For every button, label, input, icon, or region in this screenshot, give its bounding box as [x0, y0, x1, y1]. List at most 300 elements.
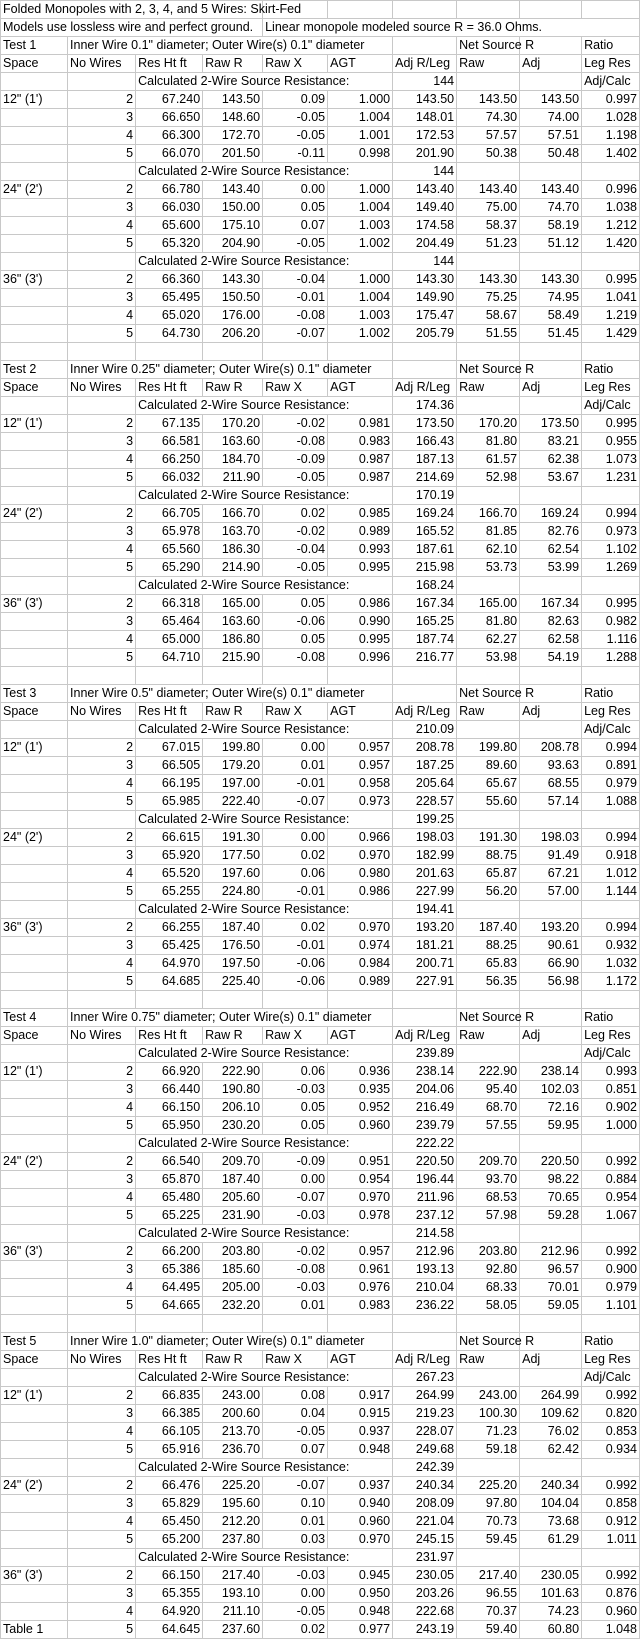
table-cell: 0.976	[328, 1279, 393, 1297]
column-header: Adj R/Leg	[393, 1027, 457, 1045]
table-cell: 165.25	[393, 613, 457, 631]
table-cell: 191.30	[203, 829, 263, 847]
table-cell: 51.55	[457, 325, 520, 343]
table-cell: 3	[68, 199, 136, 217]
table-cell: 0.970	[328, 1189, 393, 1207]
calc-value: 222.22	[393, 1135, 457, 1153]
table-cell: 0.05	[263, 199, 328, 217]
table-cell: 193.20	[520, 919, 582, 937]
table-cell: 0.985	[328, 505, 393, 523]
table-cell: 0.10	[263, 1495, 328, 1513]
table-row	[1, 181, 640, 199]
table-cell: 65.978	[136, 523, 203, 541]
table-cell: 163.60	[203, 433, 263, 451]
table-cell: 2	[68, 919, 136, 937]
spacing-label: 12" (1')	[1, 1387, 68, 1405]
table-cell: 177.50	[203, 847, 263, 865]
table-cell: 50.38	[457, 145, 520, 163]
table-cell: 236.70	[203, 1441, 263, 1459]
table-cell: 149.90	[393, 289, 457, 307]
table-cell: 66.540	[136, 1153, 203, 1171]
table-cell: 0.07	[263, 217, 328, 235]
table-cell: 5	[68, 1297, 136, 1315]
table-cell: 4	[68, 541, 136, 559]
table-cell: -0.03	[263, 1279, 328, 1297]
table-cell: 201.50	[203, 145, 263, 163]
calc-label: Calculated 2-Wire Source Resistance:	[136, 1135, 393, 1153]
spacing-label: 36" (3')	[1, 271, 68, 289]
table-cell: 0.00	[263, 829, 328, 847]
calc-value: 174.36	[393, 397, 457, 415]
table-cell: 0.03	[263, 1531, 328, 1549]
table-cell: 0.07	[263, 1441, 328, 1459]
table-cell: 0.983	[328, 1297, 393, 1315]
table-cell: 166.43	[393, 433, 457, 451]
table-cell: 0.997	[582, 91, 640, 109]
table-cell: 1.002	[328, 325, 393, 343]
table-cell: 0.970	[328, 847, 393, 865]
table-row	[1, 1279, 640, 1297]
table-cell: 0.05	[263, 1117, 328, 1135]
table-cell: 205.79	[393, 325, 457, 343]
table-cell: 0.917	[328, 1387, 393, 1405]
table-cell: 200.71	[393, 955, 457, 973]
table-cell: 65.255	[136, 883, 203, 901]
table-cell: 1.041	[582, 289, 640, 307]
table-row	[1, 541, 640, 559]
table-cell: 66.90	[520, 955, 582, 973]
table-cell: -0.02	[263, 415, 328, 433]
table-cell: 1.429	[582, 325, 640, 343]
table-row	[1, 883, 640, 901]
table-cell: 0.04	[263, 1405, 328, 1423]
table-cell: 66.505	[136, 757, 203, 775]
table-cell: -0.03	[263, 1567, 328, 1585]
table-cell: 2	[68, 181, 136, 199]
table-cell: 215.90	[203, 649, 263, 667]
table-cell: 5	[68, 325, 136, 343]
table-cell: 143.30	[520, 271, 582, 289]
table-cell: 143.40	[203, 181, 263, 199]
table-cell: 58.67	[457, 307, 520, 325]
table-cell: 3	[68, 1261, 136, 1279]
table-row	[1, 469, 640, 487]
table-cell: 61.29	[520, 1531, 582, 1549]
column-header: No Wires	[68, 703, 136, 721]
table-cell: 169.24	[393, 505, 457, 523]
table-cell: 65.225	[136, 1207, 203, 1225]
table-cell: 0.932	[582, 937, 640, 955]
table-cell: 0.948	[328, 1603, 393, 1621]
test-header-row	[1, 1333, 640, 1351]
table-cell: 72.16	[520, 1099, 582, 1117]
table-cell: 0.973	[328, 793, 393, 811]
calc-label: Calculated 2-Wire Source Resistance:	[136, 811, 393, 829]
table-cell: 230.20	[203, 1117, 263, 1135]
table-cell: 65.000	[136, 631, 203, 649]
table-cell: 237.60	[203, 1621, 263, 1639]
table-cell: 57.55	[457, 1117, 520, 1135]
table-cell: 0.978	[328, 1207, 393, 1225]
calc-value: 239.89	[393, 1045, 457, 1063]
table-cell: 174.58	[393, 217, 457, 235]
table-cell: 167.34	[393, 595, 457, 613]
table-cell: 0.934	[582, 1441, 640, 1459]
table-cell: 68.53	[457, 1189, 520, 1207]
table-cell: 93.70	[457, 1171, 520, 1189]
table-cell: 1.073	[582, 451, 640, 469]
table-cell: 0.858	[582, 1495, 640, 1513]
table-cell: 0.00	[263, 1585, 328, 1603]
table-cell: 67.21	[520, 865, 582, 883]
table-cell: 0.902	[582, 1099, 640, 1117]
table-cell: 143.50	[393, 91, 457, 109]
table-cell: 206.10	[203, 1099, 263, 1117]
table-cell: 243.19	[393, 1621, 457, 1639]
table-cell: 66.385	[136, 1405, 203, 1423]
table-row	[1, 1189, 640, 1207]
table-cell: 65.464	[136, 613, 203, 631]
column-header: Raw R	[203, 379, 263, 397]
table-cell: -0.11	[263, 145, 328, 163]
table-cell: 0.900	[582, 1261, 640, 1279]
table-cell: 5	[68, 469, 136, 487]
table-row	[1, 217, 640, 235]
table-cell: 2	[68, 829, 136, 847]
table-cell: 66.705	[136, 505, 203, 523]
table-cell: 0.940	[328, 1495, 393, 1513]
table-cell: 53.99	[520, 559, 582, 577]
table-cell: 4	[68, 127, 136, 145]
calc-value: 210.09	[393, 721, 457, 739]
table-cell: 68.55	[520, 775, 582, 793]
table-cell: 182.99	[393, 847, 457, 865]
test-name: Test 5	[1, 1333, 68, 1351]
calc-row	[1, 397, 640, 415]
table-cell: 75.00	[457, 199, 520, 217]
table-cell: 52.98	[457, 469, 520, 487]
test-description: Inner Wire 0.25" diameter; Outer Wire(s) 0.1" diameter	[68, 361, 393, 379]
column-header: Res Ht ft	[136, 1351, 203, 1369]
table-cell: 173.50	[520, 415, 582, 433]
table-cell: 1.288	[582, 649, 640, 667]
table-cell: 149.40	[393, 199, 457, 217]
table-cell: 0.992	[582, 1243, 640, 1261]
table-cell: 150.00	[203, 199, 263, 217]
table-cell: 166.70	[457, 505, 520, 523]
column-header: Adj R/Leg	[393, 1351, 457, 1369]
table-cell: 1.101	[582, 1297, 640, 1315]
table-cell: 237.80	[203, 1531, 263, 1549]
table-cell: 264.99	[520, 1387, 582, 1405]
table-cell: 203.26	[393, 1585, 457, 1603]
table-cell: 2	[68, 505, 136, 523]
table-cell: 237.12	[393, 1207, 457, 1225]
table-row	[1, 415, 640, 433]
column-header: Leg Res	[582, 1351, 640, 1369]
table-cell: 225.20	[457, 1477, 520, 1495]
table-cell: 0.973	[582, 523, 640, 541]
spacing-label: 36" (3')	[1, 1567, 68, 1585]
table-cell: 195.60	[203, 1495, 263, 1513]
calc-row	[1, 1369, 640, 1387]
table-cell: 1.402	[582, 145, 640, 163]
column-header: Raw	[457, 55, 520, 73]
spacing-label: 12" (1')	[1, 91, 68, 109]
table-row	[1, 1297, 640, 1315]
table-cell: 50.48	[520, 145, 582, 163]
table-row	[1, 1171, 640, 1189]
table-cell: 66.780	[136, 181, 203, 199]
table-cell: 5	[68, 235, 136, 253]
table-cell: 1.172	[582, 973, 640, 991]
table-cell: 0.918	[582, 847, 640, 865]
table-cell: 65.320	[136, 235, 203, 253]
table-cell: 92.80	[457, 1261, 520, 1279]
column-header: Leg Res	[582, 1027, 640, 1045]
table-cell: 57.51	[520, 127, 582, 145]
table-cell: 4	[68, 217, 136, 235]
calc-value: 214.58	[393, 1225, 457, 1243]
table-cell: 102.03	[520, 1081, 582, 1099]
table-cell: 143.40	[520, 181, 582, 199]
table-cell: 212.20	[203, 1513, 263, 1531]
table-cell: 3	[68, 847, 136, 865]
table-cell: 65.495	[136, 289, 203, 307]
table-cell: 0.995	[328, 559, 393, 577]
table-cell: 4	[68, 307, 136, 325]
blank-row	[1, 667, 640, 685]
table-cell: 0.884	[582, 1171, 640, 1189]
table-cell: 0.995	[328, 631, 393, 649]
table-cell: -0.01	[263, 775, 328, 793]
calc-row	[1, 811, 640, 829]
table-cell: 0.992	[582, 1477, 640, 1495]
table-cell: 204.90	[203, 235, 263, 253]
table-cell: -0.09	[263, 451, 328, 469]
table-cell: 0.981	[328, 415, 393, 433]
table-cell: 3	[68, 1405, 136, 1423]
table-cell: 169.24	[520, 505, 582, 523]
table-cell: 59.28	[520, 1207, 582, 1225]
table-cell: 1.000	[328, 91, 393, 109]
calc-label: Calculated 2-Wire Source Resistance:	[136, 73, 393, 91]
column-header: AGT	[328, 1027, 393, 1045]
table-cell: 5	[68, 1531, 136, 1549]
table-row	[1, 1081, 640, 1099]
table-cell: 2	[68, 1567, 136, 1585]
table-cell: 0.995	[582, 595, 640, 613]
table-cell: 88.25	[457, 937, 520, 955]
calc-label: Calculated 2-Wire Source Resistance:	[136, 577, 393, 595]
calc-label: Calculated 2-Wire Source Resistance:	[136, 901, 393, 919]
calc-label: Calculated 2-Wire Source Resistance:	[136, 487, 393, 505]
blank-row	[1, 343, 640, 361]
table-cell: -0.07	[263, 325, 328, 343]
column-header: Res Ht ft	[136, 379, 203, 397]
table-cell: 187.13	[393, 451, 457, 469]
column-header-row	[1, 703, 640, 721]
column-header: Adj	[520, 1027, 582, 1045]
column-header: No Wires	[68, 379, 136, 397]
calc-label: Calculated 2-Wire Source Resistance:	[136, 1549, 393, 1567]
table-row	[1, 793, 640, 811]
table-cell: 0.960	[328, 1513, 393, 1531]
table-cell: 190.80	[203, 1081, 263, 1099]
table-cell: 5	[68, 1207, 136, 1225]
table-cell: 1.116	[582, 631, 640, 649]
table-cell: 65.386	[136, 1261, 203, 1279]
column-header: Adj	[520, 55, 582, 73]
table-cell: 64.970	[136, 955, 203, 973]
table-cell: 210.04	[393, 1279, 457, 1297]
table-cell: 98.22	[520, 1171, 582, 1189]
table-cell: 245.15	[393, 1531, 457, 1549]
table-cell: 66.200	[136, 1243, 203, 1261]
table-cell: 222.90	[203, 1063, 263, 1081]
table-cell: 65.920	[136, 847, 203, 865]
table-cell: 216.77	[393, 649, 457, 667]
table-cell: -0.07	[263, 1477, 328, 1495]
table-cell: 0.954	[582, 1189, 640, 1207]
table-cell: 143.40	[457, 181, 520, 199]
table-cell: 61.57	[457, 451, 520, 469]
table-cell: 243.00	[457, 1387, 520, 1405]
calc-label: Calculated 2-Wire Source Resistance:	[136, 1045, 393, 1063]
column-header: Adj R/Leg	[393, 55, 457, 73]
table-cell: 54.19	[520, 649, 582, 667]
column-header: Raw R	[203, 55, 263, 73]
column-header: Raw R	[203, 1351, 263, 1369]
test-description: Inner Wire 0.5" diameter; Outer Wire(s) 0.1" diameter	[68, 685, 393, 703]
table-cell: 51.23	[457, 235, 520, 253]
table-cell: 5	[68, 883, 136, 901]
table-cell: 2	[68, 1477, 136, 1495]
table-cell: 3	[68, 1171, 136, 1189]
table-cell: 65.290	[136, 559, 203, 577]
table-cell: 2	[68, 91, 136, 109]
table-cell: 0.952	[328, 1099, 393, 1117]
table-cell: 205.00	[203, 1279, 263, 1297]
column-header: No Wires	[68, 55, 136, 73]
table-row	[1, 109, 640, 127]
table-cell: 0.957	[328, 1243, 393, 1261]
table-cell: 219.23	[393, 1405, 457, 1423]
column-header: No Wires	[68, 1027, 136, 1045]
table-cell: 0.05	[263, 631, 328, 649]
table-cell: 4	[68, 775, 136, 793]
test-description: Inner Wire 0.1" diameter; Outer Wire(s) 0.1" diameter	[68, 37, 393, 55]
table-cell: 66.581	[136, 433, 203, 451]
table-cell: 65.480	[136, 1189, 203, 1207]
table-cell: 64.645	[136, 1621, 203, 1639]
table-cell: 65.425	[136, 937, 203, 955]
table-cell: 57.00	[520, 883, 582, 901]
table-cell: 143.50	[457, 91, 520, 109]
column-header-row	[1, 55, 640, 73]
table-cell: 249.68	[393, 1441, 457, 1459]
table-cell: 0.00	[263, 739, 328, 757]
table-cell: 73.68	[520, 1513, 582, 1531]
table-cell: 74.95	[520, 289, 582, 307]
table-body	[1, 1, 640, 1639]
table-cell: 0.960	[328, 1117, 393, 1135]
table-cell: 209.70	[457, 1153, 520, 1171]
table-cell: 0.950	[328, 1585, 393, 1603]
table-row	[1, 523, 640, 541]
table-cell: 193.20	[393, 919, 457, 937]
table-row	[1, 433, 640, 451]
table-cell: 0.993	[582, 1063, 640, 1081]
column-header: Adj	[520, 1351, 582, 1369]
table-cell: -0.06	[263, 973, 328, 991]
table-cell: 1.067	[582, 1207, 640, 1225]
table-cell: 193.10	[203, 1585, 263, 1603]
table-cell: 179.20	[203, 757, 263, 775]
calc-value: 267.23	[393, 1369, 457, 1387]
calc-value: 144	[393, 73, 457, 91]
table-cell: 209.70	[203, 1153, 263, 1171]
table-cell: 57.98	[457, 1207, 520, 1225]
table-cell: 238.14	[520, 1063, 582, 1081]
table-cell: 0.983	[328, 433, 393, 451]
table-cell: 58.37	[457, 217, 520, 235]
table-cell: 76.02	[520, 1423, 582, 1441]
table-cell: 1.038	[582, 199, 640, 217]
table-cell: 0.954	[328, 1171, 393, 1189]
table-cell: 184.70	[203, 451, 263, 469]
table-cell: 62.54	[520, 541, 582, 559]
table-caption: Table 1	[1, 1621, 68, 1639]
table-cell: -0.05	[263, 235, 328, 253]
spacing-label: 36" (3')	[1, 919, 68, 937]
ratio-header: Ratio	[582, 1333, 640, 1351]
table-cell: 216.49	[393, 1099, 457, 1117]
calc-value: 144	[393, 253, 457, 271]
table-cell: 60.80	[520, 1621, 582, 1639]
column-header: Adj R/Leg	[393, 379, 457, 397]
column-header: Leg Res	[582, 703, 640, 721]
calc-label: Calculated 2-Wire Source Resistance:	[136, 1369, 393, 1387]
table-cell: 1.000	[582, 1117, 640, 1135]
table-cell: 2	[68, 415, 136, 433]
net-source-header: Net Source R	[457, 685, 520, 703]
ratio-subheader: Adj/Calc	[582, 721, 640, 739]
table-cell: 65.560	[136, 541, 203, 559]
table-cell: 221.04	[393, 1513, 457, 1531]
table-cell: 66.032	[136, 469, 203, 487]
table-cell: 70.73	[457, 1513, 520, 1531]
table-cell: 197.00	[203, 775, 263, 793]
table-cell: 66.300	[136, 127, 203, 145]
table-cell: -0.06	[263, 955, 328, 973]
table-cell: 0.957	[328, 757, 393, 775]
table-cell: 95.40	[457, 1081, 520, 1099]
table-cell: 175.47	[393, 307, 457, 325]
table-cell: 0.992	[582, 1153, 640, 1171]
table-cell: 3	[68, 433, 136, 451]
column-header: Res Ht ft	[136, 55, 203, 73]
table-cell: 56.35	[457, 973, 520, 991]
table-row	[1, 505, 640, 523]
calc-row	[1, 1225, 640, 1243]
table-cell: 51.45	[520, 325, 582, 343]
table-cell: 0.998	[328, 145, 393, 163]
table-row	[1, 847, 640, 865]
table-cell: 264.99	[393, 1387, 457, 1405]
table-cell: 1.102	[582, 541, 640, 559]
table-cell: 170.20	[457, 415, 520, 433]
